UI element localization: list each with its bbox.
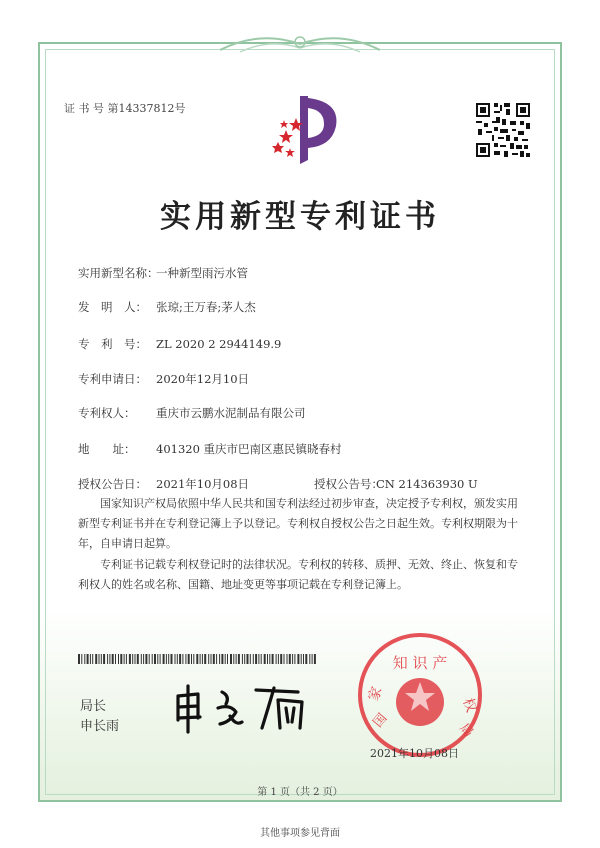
page-indicator: 第 1 页（共 2 页） (257, 787, 343, 798)
barcode-bar (278, 654, 279, 664)
barcode-bar (135, 654, 136, 664)
barcode-bar (171, 654, 173, 664)
grant-statement: 国家知识产权局依照中华人民共和国专利法经过初步审查，决定授予专利权，颁发实用新型专利证书并在专利登记簿上予以登记。专利权自授权公告之日起生效。专利权期限为十年，自申请日起算。 (78, 497, 518, 550)
barcode-bar (244, 654, 245, 664)
barcode-bar (163, 654, 165, 664)
barcode-bar (253, 654, 254, 664)
barcode-bar (99, 654, 100, 664)
footer-note: 其他事项参见背面 (260, 828, 340, 839)
barcode-bar (160, 654, 161, 664)
barcode-bar (230, 654, 232, 664)
barcode-bar (312, 654, 313, 664)
field-patent-number (78, 336, 281, 352)
barcode-bar (280, 654, 282, 664)
barcode-bar (314, 654, 316, 664)
barcode-bar (204, 654, 206, 664)
signatory-name: 申长雨 (80, 719, 120, 734)
barcode-bar (166, 654, 167, 664)
barcode-bar (242, 654, 243, 664)
barcode-bar (261, 654, 262, 664)
barcode-bar (157, 654, 158, 664)
barcode-bar (90, 654, 91, 664)
barcode-bar (269, 654, 270, 664)
barcode-icon (78, 654, 318, 664)
svg-text:权: 权 (459, 695, 480, 715)
barcode-bar (87, 654, 89, 664)
cnipa-logo-icon (256, 90, 346, 170)
barcode-bar (272, 654, 274, 664)
barcode-bar (112, 654, 114, 664)
handwritten-signature (170, 682, 310, 734)
barcode-bar (109, 654, 110, 664)
field-label: 专 利 号： (78, 337, 147, 351)
svg-text:知 识 产: 知 识 产 (392, 654, 448, 672)
barcode-bar (118, 654, 119, 664)
svg-text:家: 家 (365, 684, 386, 704)
barcode-bar (292, 654, 293, 664)
barcode-bar (276, 654, 277, 664)
barcode-bar (294, 654, 295, 664)
barcode-bar (84, 654, 85, 664)
barcode-bar (284, 654, 285, 664)
certificate-title: 实用新型专利证书 (160, 199, 440, 235)
barcode-bar (95, 654, 97, 664)
seal-date: 2021年10月08日 (370, 747, 459, 760)
field-label: 实用新型名称： (78, 266, 159, 280)
barcode-bar (216, 654, 217, 664)
field-filing-date (78, 371, 249, 387)
barcode-bar (101, 654, 102, 664)
barcode-bar (196, 654, 198, 664)
barcode-bar (168, 654, 169, 664)
barcode-bar (103, 654, 105, 664)
barcode-bar (115, 654, 116, 664)
barcode-bar (258, 654, 259, 664)
barcode-bar (236, 654, 237, 664)
barcode-bar (250, 654, 251, 664)
barcode-bar (255, 654, 257, 664)
field-label: 专利权人： (78, 406, 136, 420)
barcode-bar (177, 654, 178, 664)
barcode-bar (221, 654, 223, 664)
barcode-bar (202, 654, 203, 664)
field-label: 地 址： (78, 442, 136, 456)
field-value: ZL 2020 2 2944149.9 (156, 337, 282, 351)
field-value: CN 214363930 U (376, 477, 478, 491)
svg-text:国: 国 (370, 710, 391, 731)
barcode-bar (149, 654, 150, 664)
legal-status-statement: 专利证书记载专利权登记时的法律状况。专利权的转移、质押、无效、终止、恢复和专利权人的姓名或名称、国籍、地址变更等事项记载在专利登记簿上。 (78, 558, 518, 591)
field-patentee (78, 405, 306, 421)
qr-code-icon (474, 101, 532, 159)
barcode-bar (154, 654, 156, 664)
barcode-bar (200, 654, 201, 664)
barcode-bar (211, 654, 212, 664)
barcode-bar (247, 654, 249, 664)
barcode-bar (137, 654, 139, 664)
field-value: 2021年10月08日 (156, 477, 250, 491)
barcode-bar (303, 654, 304, 664)
barcode-bar (143, 654, 144, 664)
field-label: 授权公告号： (314, 477, 383, 491)
barcode-bar (219, 654, 220, 664)
official-seal-icon (355, 630, 485, 760)
field-value: 张琼;王万春;茅人杰 (156, 300, 256, 314)
certificate-number: 证 书 号 第14337812号 (64, 102, 186, 115)
barcode-bar (141, 654, 142, 664)
barcode-bar (193, 654, 194, 664)
barcode-bar (225, 654, 226, 664)
field-publication-number (314, 476, 478, 492)
barcode-bar (305, 654, 307, 664)
field-utility-model-name (78, 265, 248, 281)
barcode-bar (126, 654, 127, 664)
barcode-bar (132, 654, 133, 664)
barcode-bar (297, 654, 299, 664)
barcode-bar (152, 654, 153, 664)
barcode-bar (301, 654, 302, 664)
barcode-bar (188, 654, 190, 664)
field-value: 一种新型雨污水管 (156, 266, 248, 280)
barcode-bar (78, 654, 80, 664)
barcode-bar (309, 654, 310, 664)
barcode-bar (175, 654, 176, 664)
field-value: 401320 重庆市巴南区惠民镇晓春村 (156, 442, 342, 456)
barcode-bar (129, 654, 131, 664)
barcode-bar (227, 654, 228, 664)
barcode-bar (267, 654, 268, 664)
barcode-bar (238, 654, 240, 664)
barcode-bar (145, 654, 147, 664)
barcode-bar (289, 654, 291, 664)
barcode-bar (191, 654, 192, 664)
barcode-bar (182, 654, 183, 664)
field-grant-date (78, 476, 249, 492)
barcode-bar (107, 654, 108, 664)
signatory-title: 局长 (80, 699, 107, 714)
barcode-bar (124, 654, 125, 664)
field-label: 授权公告日： (78, 477, 147, 491)
barcode-bar (92, 654, 93, 664)
barcode-bar (233, 654, 234, 664)
top-ornament (220, 30, 380, 56)
barcode-bar (213, 654, 215, 664)
field-label: 专利申请日： (78, 372, 147, 386)
barcode-bar (264, 654, 266, 664)
field-value: 重庆市云鹏水泥制品有限公司 (156, 406, 306, 420)
field-inventor (78, 299, 256, 315)
barcode-bar (185, 654, 186, 664)
field-label: 发 明 人： (78, 300, 147, 314)
svg-text:局: 局 (455, 720, 476, 741)
barcode-bar (179, 654, 181, 664)
field-address (78, 441, 342, 457)
barcode-bar (81, 654, 82, 664)
barcode-bar (208, 654, 209, 664)
barcode-bar (287, 654, 288, 664)
barcode-bar (120, 654, 122, 664)
field-value: 2020年12月10日 (156, 372, 250, 386)
